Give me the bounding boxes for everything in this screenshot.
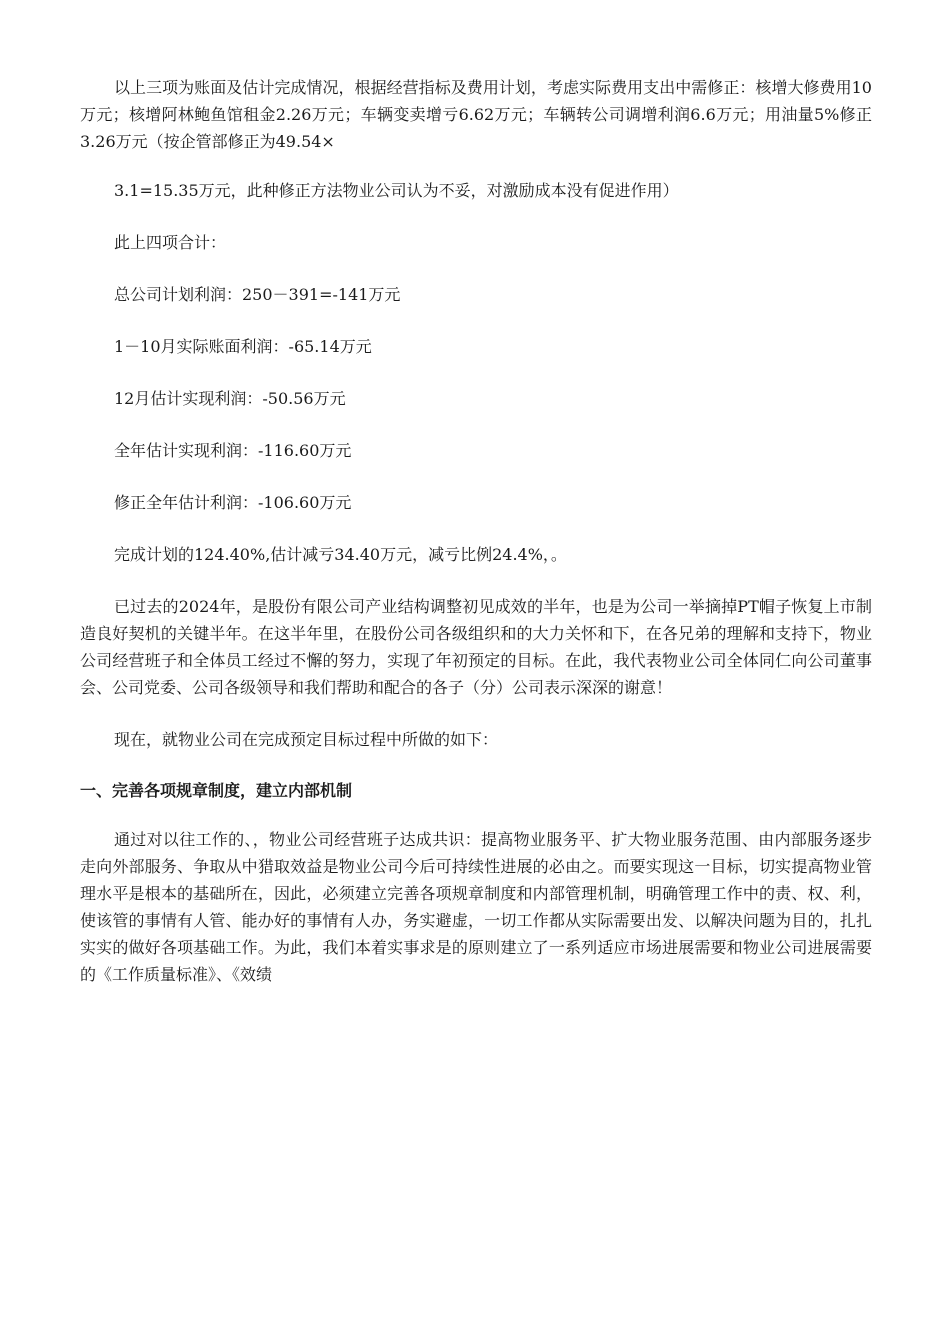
line-revised-estimate: 修正全年估计利润：-106.60万元 — [114, 493, 352, 512]
document-page — [80, 74, 872, 988]
line-december-estimate: 12月估计实现利润：-50.56万元 — [114, 389, 346, 408]
line-completion-rate: 完成计划的124.40%,估计减亏34.40万元，减亏比例24.4%，。 — [114, 545, 567, 564]
paragraph-review: 已过去的2024年，是股份有限公司产业结构调整初见成效的半年，也是为公司一举摘掉PT帽子恢复上市制造良好契机的关键半年。在这半年里，在股份公司各级组织和的大力关怀和下，在各兄弟的理解和支持下，物业公司经营班子和全体员工经过不懈的努力，实现了年初预定的目标。在此，我代表物业公司全体同仁向公司董事会、公司党委、公司各级领导和我们帮助和配合的各子（分）公司表示深深的谢意！ — [80, 597, 872, 697]
paragraph-corrections: 以上三项为账面及估计完成情况，根据经营指标及费用计划，考虑实际费用支出中需修正：核增大修费用10万元；核增阿林鲍鱼馆租金2.26万元；车辆变卖增亏6.62万元；车辆转公司调增利润6.6万元；用油量5%修正3.26万元（按企管部修正为49.54× — [80, 78, 872, 151]
paragraph-transition: 现在，就物业公司在完成预定目标过程中所做的如下： — [114, 730, 499, 749]
paragraph-total-intro: 此上四项合计： — [114, 233, 227, 252]
paragraph-section-body: 通过对以往工作的、，物业公司经营班子达成共识：提高物业服务平、扩大物业服务范围、由内部服务逐步走向外部服务、争取从中猎取效益是物业公司今后可持续性进展的必由之。而要实现这一目标，切实提高物业管理水平是根本的基础所在，因此，必须建立完善各项规章制度和内部管理机制，明确管理工作中的责、权、利，使该管的事情有人管、能办好的事情有人办，务实避虚，一切工作都从实际需要出发、以解决问题为目的，扎扎实实的做好各项基础工作。为此，我们本着实事求是的原则建立了一系列适应市场进展需要和物业公司进展需要的《工作质量标准》、《效绩 — [80, 830, 872, 984]
paragraph-corrections-continued: 3.1=15.35万元，此种修正方法物业公司认为不妥，对激励成本没有促进作用） — [114, 181, 679, 200]
line-actual-profit: 1－10月实际账面利润：-65.14万元 — [114, 337, 372, 356]
section-heading: 一、完善各项规章制度，建立内部机制 — [80, 781, 353, 800]
line-annual-estimate: 全年估计实现利润：-116.60万元 — [114, 441, 352, 460]
line-planned-profit: 总公司计划利润：250－391=-141万元 — [114, 285, 401, 304]
